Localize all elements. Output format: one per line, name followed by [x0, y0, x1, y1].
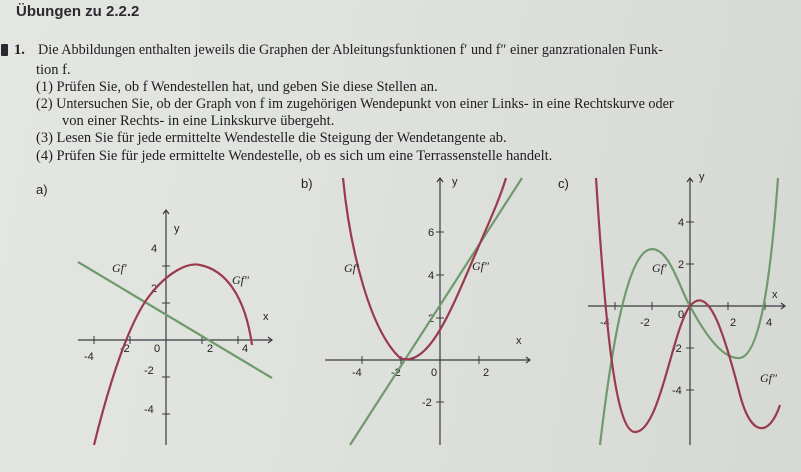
subtask-2-line-2: von einer Rechts- in eine Linkskurve übergeht.: [62, 113, 335, 129]
subtask-1: (1) Prüfen Sie, ob f Wendestellen hat, und geben Sie diese Stellen an.: [36, 79, 438, 95]
plot-b-xtick-2: 2: [483, 367, 490, 379]
plot-a-first-derivative-curve: [94, 264, 252, 445]
plot-b-xtick-m4: -4: [352, 367, 362, 379]
subtask-2-line-1: (2) Untersuchen Sie, ob der Graph von f im zugehörigen Wendepunkt von einer Links- in eine Rechtskurve oder: [36, 96, 674, 112]
plot-c-xtick-m2: -2: [640, 317, 650, 329]
plot-b-ytick-2: 2: [428, 313, 435, 325]
subtask-3: (3) Lesen Sie für jede ermittelte Wendestelle die Steigung der Wendetangente ab.: [36, 130, 507, 146]
plot-a-ytick-m2: -2: [144, 365, 154, 377]
plot-c-x-label: x: [772, 289, 778, 301]
plot-a-label: a): [36, 182, 48, 197]
plot-a-curve-label-2: Gf″: [232, 273, 249, 287]
task-intro-line-1: Die Abbildungen enthalten jeweils die Graphen der Ableitungsfunktionen f′ und f″ einer ganzrationalen Funk-: [38, 42, 663, 58]
plot-b-xtick-0: 0: [431, 367, 438, 379]
plot-a-curve-label-1: Gf′: [112, 261, 127, 275]
plot-c-xtick-m4: -4: [600, 317, 610, 329]
plot-c-ytick-m2: -2: [672, 343, 682, 355]
plot-b-curve-label-1: Gf′: [344, 261, 359, 275]
plot-a-xtick-m4: -4: [84, 351, 94, 363]
section-heading: Übungen zu 2.2.2: [16, 3, 140, 20]
plot-b-x-label: x: [516, 335, 522, 347]
plot-c-curve-label-1: Gf′: [652, 261, 667, 275]
plot-c-label: c): [558, 176, 569, 191]
plot-c-ytick-2: 2: [678, 259, 685, 271]
plot-b-label: b): [301, 176, 313, 191]
plot-a-xtick-4: 4: [242, 343, 249, 355]
plot-a-ytick-2: 2: [151, 283, 158, 295]
plot-b-y-label: y: [452, 176, 458, 188]
plot-a-xtick-0: 0: [154, 343, 161, 355]
task-intro-line-2: tion f.: [36, 62, 71, 78]
plot-a-xtick-m2: -2: [120, 343, 130, 355]
plot-a-xtick-2: 2: [207, 343, 214, 355]
plot-b: [325, 176, 530, 445]
plot-c: [588, 171, 785, 445]
plot-c-y-label: y: [699, 171, 705, 183]
plot-a-ytick-4: 4: [151, 243, 158, 255]
plot-b-second-derivative-curve: [350, 178, 522, 445]
plot-a-x-label: x: [263, 311, 269, 323]
task-number: 1.: [14, 42, 25, 58]
plot-a-y-label: y: [174, 223, 180, 235]
plot-a: [78, 210, 272, 445]
plot-c-curve-label-2: Gf″: [760, 371, 777, 385]
subtask-4: (4) Prüfen Sie für jede ermittelte Wendestelle, ob es sich um eine Terrassenstelle handelt.: [36, 148, 553, 164]
plot-c-xtick-0: 0: [678, 309, 685, 321]
plot-b-ytick-4: 4: [428, 270, 435, 282]
plot-a-ytick-m4: -4: [144, 404, 154, 416]
plot-c-ytick-m4: -4: [672, 385, 682, 397]
plot-c-xtick-2: 2: [730, 317, 737, 329]
plot-c-ytick-4: 4: [678, 217, 685, 229]
plot-c-second-derivative-curve: [600, 178, 778, 445]
plot-b-ytick-6: 6: [428, 227, 435, 239]
plot-b-curve-label-2: Gf″: [472, 259, 489, 273]
plot-b-ytick-m2: -2: [422, 397, 432, 409]
plot-b-xtick-m2: -2: [391, 367, 401, 379]
plot-c-xtick-4: 4: [766, 317, 773, 329]
